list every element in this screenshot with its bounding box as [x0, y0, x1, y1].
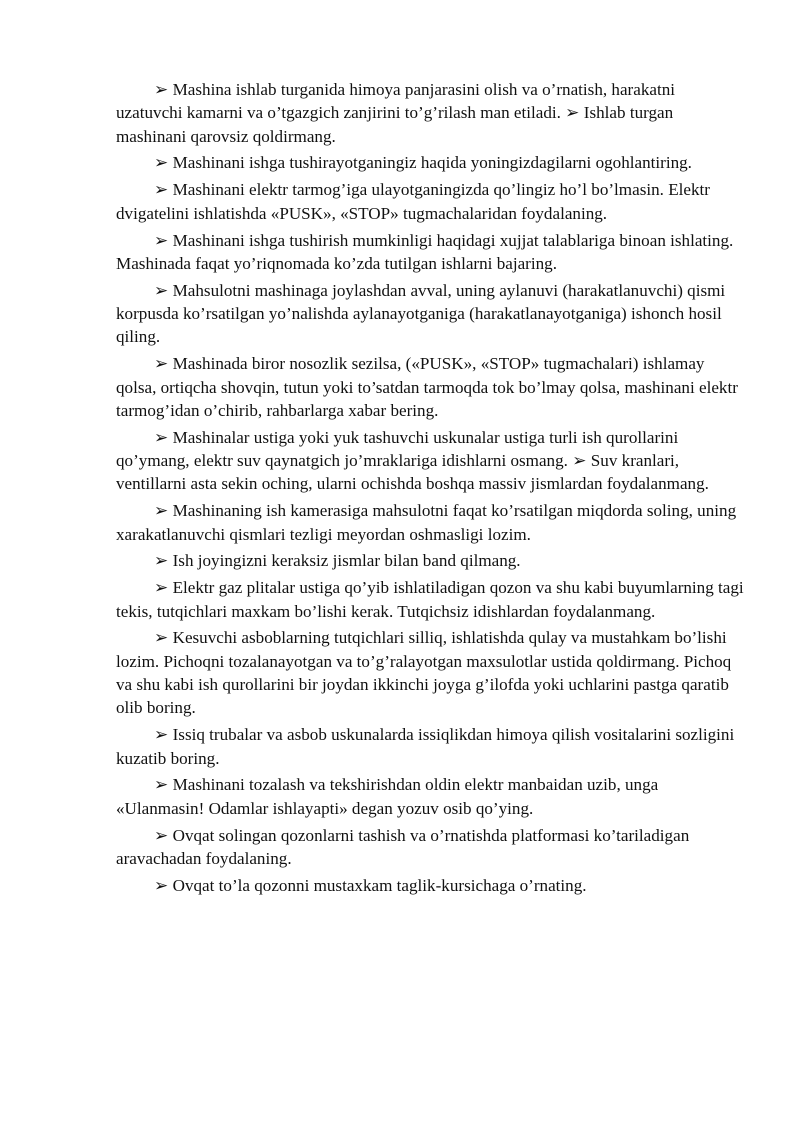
paragraph: ➢ Ovqat to’la qozonni mustaxkam taglik-kursichaga o’rnating.: [154, 875, 587, 895]
paragraph: ➢ Elektr gaz plitalar ustiga qo’yib ishlatiladigan qozon va shu kabi buyumlarning tagi tekis, tutqichlari maxkam bo’lishi kerak. Tutqichsiz idishlardan foydalanmang.: [116, 578, 744, 621]
paragraph: ➢ Mashinani tozalash va tekshirishdan oldin elektr manbaidan uzib, unga «Ulanmasin! Odamlar ishlayapti» degan yozuv osib qo’ying.: [116, 775, 659, 818]
paragraph: ➢ Ovqat solingan qozonlarni tashish va o’rnatishda platformasi ko’tariladigan aravachadan foydalaning.: [116, 825, 690, 868]
paragraph: ➢ Mashina ishlab turganida himoya panjarasini olish va o’rnatish, harakatni uzatuvchi kamarni va o’tgazgich zanjirini to’g’rilash man etiladi. ➢ Ishlab turgan mashinani qarovsiz qoldirmang.: [116, 80, 676, 146]
paragraph: ➢ Mashinani elektr tarmog’iga ulayotganingizda qo’lingiz ho’l bo’lmasin. Elektr dvigatelini ishlatishda «PUSK», «STOP» tugmachalaridan foydalaning.: [116, 180, 710, 223]
paragraph: ➢ Issiq trubalar va asbob uskunalarda issiqlikdan himoya qilish vositalarini sozligini kuzatib boring.: [116, 725, 735, 768]
document-page: [116, 78, 744, 901]
paragraph: ➢ Mahsulotni mashinaga joylashdan avval, uning aylanuvi (harakatlanuvchi) qismi korpusda ko’rsatilgan yo’nalishda aylanayotganiga (harakatlanayotganiga) ishonch hosil qiling.: [116, 280, 726, 347]
paragraph: ➢ Ish joyingizni keraksiz jismlar bilan band qilmang.: [154, 551, 521, 571]
paragraph: ➢ Kesuvchi asboblarning tutqichlari silliq, ishlatishda qulay va mustahkam bo’lishi lozim. Pichoqni tozalanayotgan va to’g’ralayotgan maxsulotlar ustida qoldirmang. Pichoq va shu kabi ish qurollarini bir joydan ikkinchi joyga g’ilofda yoki uchlarini pastga qaratib olib boring.: [116, 628, 732, 718]
paragraph: ➢ Mashinada biror nosozlik sezilsa, («PUSK», «STOP» tugmachalari) ishlamay qolsa, ortiqcha shovqin, tutun yoki to’satdan tarmoqda tok bo’lmay qolsa, mashinani elektr tarmog’idan o’chirib, rahbarlarga xabar bering.: [116, 354, 738, 420]
paragraph: ➢ Mashinaning ish kamerasiga mahsulotni faqat ko’rsatilgan miqdorda soling, uning xarakatlanuvchi qismlari tezligi meyordan oshmasligi lozim.: [116, 501, 737, 544]
paragraph: ➢ Mashinalar ustiga yoki yuk tashuvchi uskunalar ustiga turli ish qurollarini qo’ymang, elektr suv qaynatgich jo’mraklariga idishlarni osmang. ➢ Suv kranlari, ventillarni asta sekin oching, ularni ochishda boshqa massiv jismlardan foydalanmang.: [116, 427, 709, 494]
paragraph: ➢ Mashinani ishga tushirish mumkinligi haqidagi xujjat talablariga binoan ishlating. Mashinada faqat yo’riqnomada ko’zda tutilgan ishlarni bajaring.: [116, 230, 734, 273]
paragraph: ➢ Mashinani ishga tushirayotganingiz haqida yoningizdagilarni ogohlantiring.: [154, 153, 692, 173]
